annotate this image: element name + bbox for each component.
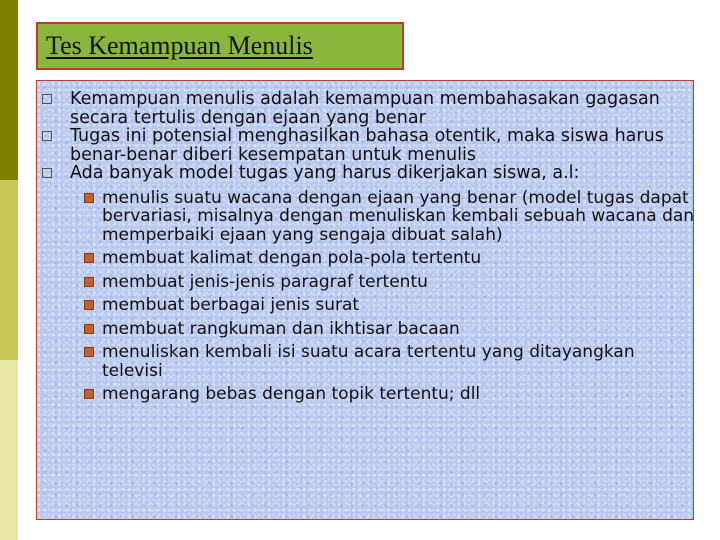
sub-bullet-list bbox=[70, 189, 696, 404]
left-stripe-top bbox=[0, 0, 18, 180]
bullet-text: Kemampuan menulis adalah kemampuan membahasakan gagasan secara tertulis dengan ejaan yang benar bbox=[70, 89, 660, 128]
square-bullet-icon bbox=[42, 131, 52, 141]
slide-title: Tes Kemampuan Menulis bbox=[46, 31, 313, 60]
sub-bullet-text: membuat kalimat dengan pola-pola tertentu bbox=[102, 248, 482, 268]
sub-bullet-text: mengarang bebas dengan topik tertentu; dll bbox=[102, 384, 481, 404]
square-bullet-icon bbox=[42, 168, 52, 178]
sub-bullet-item bbox=[70, 249, 696, 268]
sub-bullet-item bbox=[70, 320, 696, 339]
left-stripe-bottom bbox=[0, 360, 18, 540]
bullet-item bbox=[36, 90, 696, 127]
title-box bbox=[36, 22, 404, 70]
square-bullet-icon bbox=[42, 94, 52, 104]
filled-square-bullet-icon bbox=[84, 193, 94, 203]
filled-square-bullet-icon bbox=[84, 253, 94, 263]
bullet-list bbox=[36, 90, 696, 409]
bullet-item bbox=[36, 164, 696, 404]
filled-square-bullet-icon bbox=[84, 389, 94, 399]
sub-bullet-text: menulis suatu wacana dengan ejaan yang benar (model tugas dapat bervariasi, misalnya dengan menuliskan kembali sebuah wacana dan memperbaiki ejaan yang sengaja dibuat salah) bbox=[102, 187, 695, 245]
bullet-text: Ada banyak model tugas yang harus dikerjakan siswa, a.l: bbox=[70, 163, 580, 183]
sub-bullet-text: menuliskan kembali isi suatu acara tertentu yang ditayangkan televisi bbox=[102, 342, 635, 381]
sub-bullet-item bbox=[70, 385, 696, 404]
sub-bullet-item bbox=[70, 273, 696, 292]
bullet-item bbox=[36, 127, 696, 164]
bullet-text: Tugas ini potensial menghasilkan bahasa otentik, maka siswa harus benar-benar diberi kesempatan untuk menulis bbox=[70, 126, 664, 165]
filled-square-bullet-icon bbox=[84, 277, 94, 287]
sub-bullet-text: membuat rangkuman dan ikhtisar bacaan bbox=[102, 318, 460, 339]
sub-bullet-item bbox=[70, 343, 696, 380]
filled-square-bullet-icon bbox=[84, 324, 94, 334]
sub-bullet-item bbox=[70, 189, 696, 245]
filled-square-bullet-icon bbox=[84, 347, 94, 357]
sub-bullet-item bbox=[70, 296, 696, 315]
left-stripe-middle bbox=[0, 180, 18, 360]
filled-square-bullet-icon bbox=[84, 300, 94, 310]
sub-bullet-text: membuat berbagai jenis surat bbox=[102, 295, 360, 315]
sub-bullet-text: membuat jenis-jenis paragraf tertentu bbox=[102, 271, 428, 292]
